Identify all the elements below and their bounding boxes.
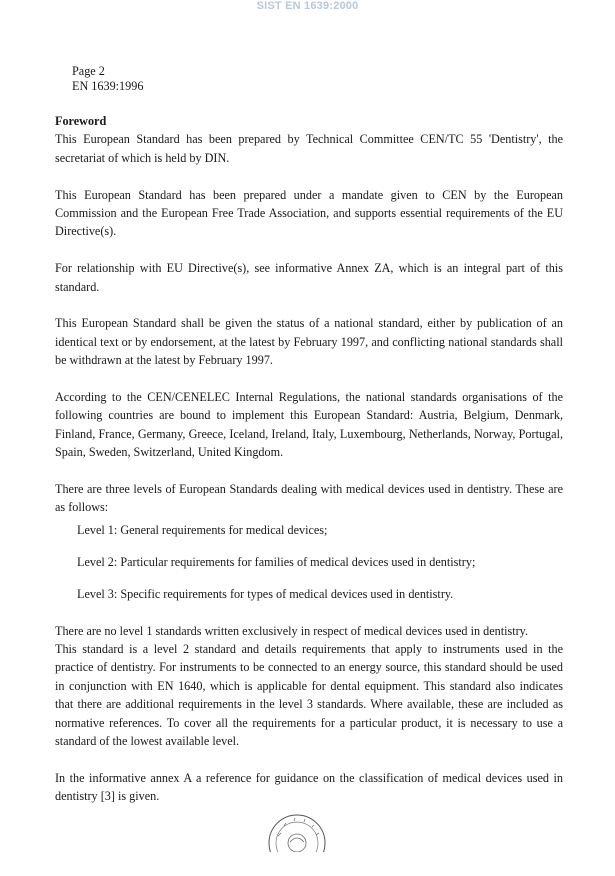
document-page	[55, 64, 563, 824]
paragraph-no-level1: There are no level 1 standards written exclusively in respect of medical devices used in dentistry.	[55, 623, 529, 638]
page-header	[55, 64, 563, 94]
level-item: Level 1: General requirements for medical devices;	[77, 522, 328, 537]
paragraph-level2: This standard is a level 2 standard and details requirements that apply to instruments used in the practice of dentistry. For instruments to be connected to an energy source, this standard should be used in conjunction with EN 1640, which is applicable for dental equipment. This standard also indicates that there are additional requirements in the level 3 standards. Where available, these are included as normative references. To cover all the requirements for a particular product, it is necessary to use a standard of the lowest available level.	[55, 642, 563, 749]
page-number: Page 2	[72, 64, 105, 78]
paragraph-levels-intro: There are three levels of European Standards dealing with medical devices used in dentistry. These are as follows:	[55, 482, 563, 515]
paragraph-annex: In the informative annex A a reference for guidance on the classification of medical devices used in dentistry [3] is given.	[55, 770, 563, 804]
foreword-heading: Foreword	[55, 114, 107, 128]
paragraph-status: This European Standard shall be given the status of a national standard, either by publication of an identical text or by endorsement, at the latest by February 1997, and conflicting national standards shall be withdrawn at the latest by February 1997.	[55, 316, 563, 368]
paragraph-committee: This European Standard has been prepared by Technical Committee CEN/TC 55 'Dentistry', the secretariat of which is held by DIN.	[55, 132, 563, 165]
level-item: Level 2: Particular requirements for families of medical devices used in dentistry;	[77, 554, 476, 569]
seal-stamp-icon	[266, 812, 328, 852]
paragraph-countries: According to the CEN/CENELEC Internal Regulations, the national standards organisations of the following countries are bound to implement this European Standard: Austria, Belgium, Denmark, Finland, France, Germany, Greece, Iceland, Ireland, Italy, Luxembourg, Netherlands, Norway, Portugal, Spain, Sweden, Switzerland, United Kingdom.	[55, 390, 563, 460]
paragraph-relationship: For relationship with EU Directive(s), see informative Annex ZA, which is an integral part of this standard.	[55, 261, 563, 294]
standard-id: EN 1639:1996	[72, 79, 144, 93]
watermark-text: SIST EN 1639:2000	[256, 0, 359, 12]
paragraph-mandate: This European Standard has been prepared under a mandate given to CEN by the European Commission and the European Free Trade Association, and supports essential requirements of the EU Directive(s).	[55, 187, 563, 239]
level-item: Level 3: Specific requirements for types of medical devices used in dentistry.	[77, 586, 454, 601]
